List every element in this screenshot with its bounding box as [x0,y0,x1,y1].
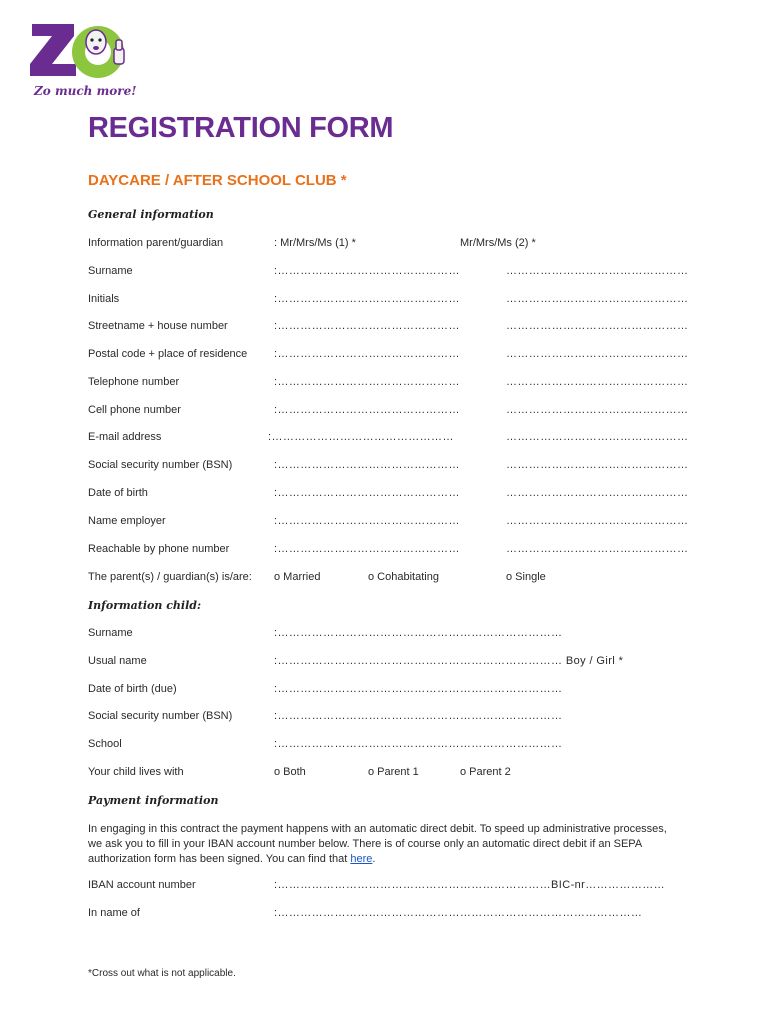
child-info-heading: Information child: [88,599,202,612]
field-reachable-1[interactable]: :………………………………………… [274,543,460,555]
status-option-cohabitating[interactable]: o Cohabitating [368,571,439,583]
field-cellphone-2[interactable]: ………………………………………… [506,404,689,416]
field-reachable-2[interactable]: ………………………………………… [506,543,689,555]
field-employer-1[interactable]: :………………………………………… [274,515,460,527]
field-postal-2[interactable]: ………………………………………… [506,348,689,360]
footnote: *Cross out what is not applicable. [88,968,236,979]
field-cellphone-1[interactable]: :………………………………………… [274,404,460,416]
field-street-1[interactable]: :………………………………………… [274,320,460,332]
child-field-surname[interactable]: :………………………………………………………………… [274,627,563,639]
page-title: REGISTRATION FORM [88,112,394,144]
status-option-single[interactable]: o Single [506,571,546,583]
field-label-telephone: Telephone number [88,376,180,388]
tagline: Zo much more! [34,84,137,98]
field-dob-1[interactable]: :………………………………………… [274,487,460,499]
payment-info-heading: Payment information [88,794,219,807]
field-label-dob: Date of birth [88,487,148,499]
payment-paragraph-period: . [372,853,376,865]
iban-field[interactable]: :………………………………………………………………BIC-nr………………… [274,879,666,891]
field-label-cellphone: Cell phone number [88,404,181,416]
lives-option-both[interactable]: o Both [274,766,306,778]
account-name-field[interactable]: :…………………………………………………………………………………… [274,907,643,919]
field-street-2[interactable]: ………………………………………… [506,320,689,332]
field-label-street: Streetname + house number [88,320,228,332]
field-label-reachable: Reachable by phone number [88,543,230,555]
field-employer-2[interactable]: ………………………………………… [506,515,689,527]
child-label-bsn: Social security number (BSN) [88,710,233,722]
field-label-initials: Initials [88,293,120,305]
payment-paragraph-text: In engaging in this contract the payment happens with an automatic direct debit. To speed up administrative processes, we ask you to fill in your IBAN account number below. There is of course only an automatic direct debit if an SEPA authorization form has been signed. You can find that [88,823,667,865]
child-label-dob: Date of birth (due) [88,683,177,695]
field-surname-1[interactable]: :………………………………………… [274,265,460,277]
child-field-school[interactable]: :………………………………………………………………… [274,738,563,750]
status-option-married[interactable]: o Married [274,571,321,583]
child-label-school: School [88,738,122,750]
child-field-usual-name[interactable]: :………………………………………………………………… Boy / Girl * [274,655,624,667]
field-label-postal: Postal code + place of residence [88,348,248,360]
child-label-usual-name: Usual name [88,655,147,667]
account-name-label: In name of [88,907,140,919]
child-label-surname: Surname [88,627,133,639]
sepa-form-link[interactable]: here [350,853,373,865]
field-label-employer: Name employer [88,515,166,527]
field-initials-1[interactable]: :………………………………………… [274,293,460,305]
field-email-1[interactable]: :………………………………………… [268,431,454,443]
field-surname-2[interactable]: ………………………………………… [506,265,689,277]
guardian1-label: : Mr/Mrs/Ms (1) * [274,237,356,249]
field-initials-2[interactable]: ………………………………………… [506,293,689,305]
field-label-bsn: Social security number (BSN) [88,459,233,471]
lives-option-parent2[interactable]: o Parent 2 [460,766,511,778]
child-field-bsn[interactable]: :………………………………………………………………… [274,710,563,722]
field-dob-2[interactable]: ………………………………………… [506,487,689,499]
field-label-surname: Surname [88,265,133,277]
lives-with-label: Your child lives with [88,766,184,778]
lives-option-parent1[interactable]: o Parent 1 [368,766,419,778]
field-postal-1[interactable]: :………………………………………… [274,348,460,360]
field-label-email: E-mail address [88,431,162,443]
general-info-heading: General information [88,208,214,221]
child-field-dob[interactable]: :………………………………………………………………… [274,683,563,695]
field-telephone-1[interactable]: :………………………………………… [274,376,460,388]
field-telephone-2[interactable]: ………………………………………… [506,376,689,388]
status-label: The parent(s) / guardian(s) is/are: [88,571,252,583]
field-email-2[interactable]: ………………………………………… [506,431,689,443]
page-subtitle: DAYCARE / AFTER SCHOOL CLUB * [88,172,347,189]
field-bsn-2[interactable]: ………………………………………… [506,459,689,471]
iban-label: IBAN account number [88,879,196,891]
payment-paragraph [88,822,678,867]
guardian2-label: Mr/Mrs/Ms (2) * [460,237,536,249]
field-bsn-1[interactable]: :………………………………………… [274,459,460,471]
guardian-row-label: Information parent/guardian [88,237,224,249]
